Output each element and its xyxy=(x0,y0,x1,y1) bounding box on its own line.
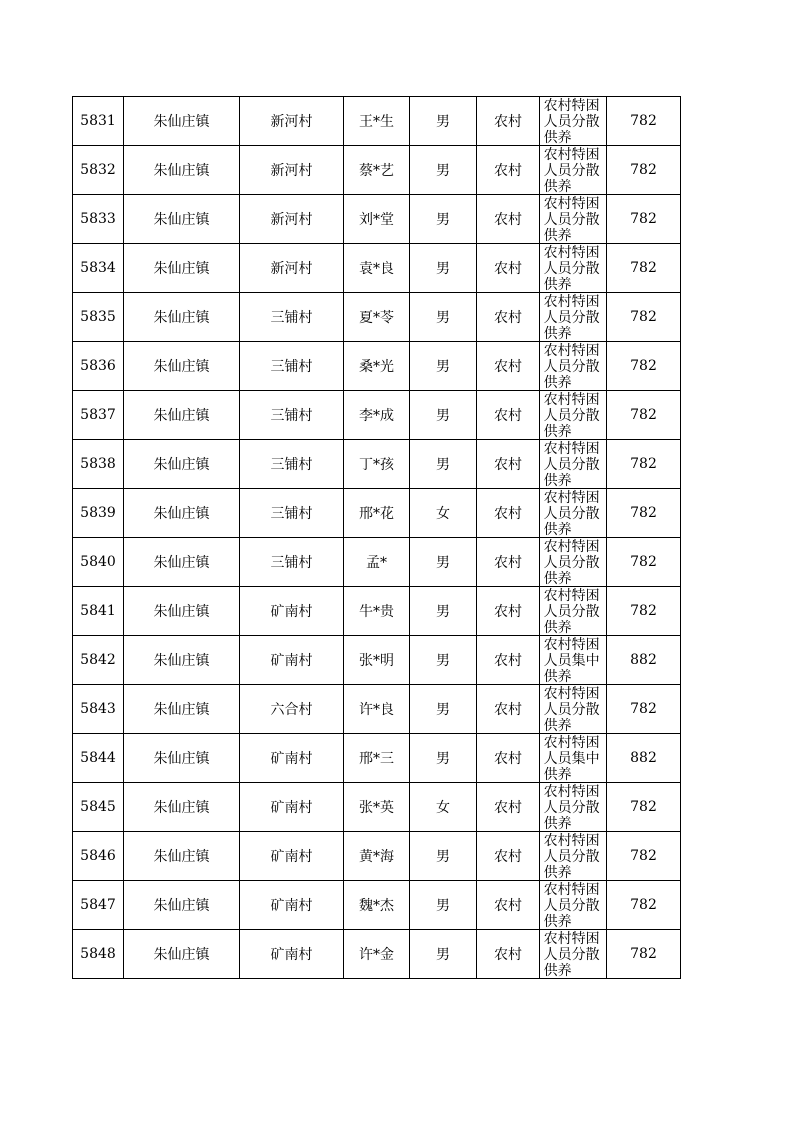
cell-serial-number: 5844 xyxy=(73,734,124,783)
cell-village: 三铺村 xyxy=(240,342,344,391)
cell-person-name: 许*良 xyxy=(344,685,410,734)
cell-village: 六合村 xyxy=(240,685,344,734)
cell-sex: 男 xyxy=(410,293,477,342)
cell-sex: 男 xyxy=(410,440,477,489)
cell-person-name: 丁*孩 xyxy=(344,440,410,489)
cell-serial-number: 5845 xyxy=(73,783,124,832)
cell-amount: 782 xyxy=(607,195,681,244)
table-row xyxy=(73,930,681,979)
cell-town: 朱仙庄镇 xyxy=(124,244,240,293)
cell-village: 新河村 xyxy=(240,97,344,146)
support-category-text: 农村特困人员分散供养 xyxy=(543,343,600,390)
cell-support-category xyxy=(540,636,607,685)
cell-sex: 男 xyxy=(410,342,477,391)
support-category-text: 农村特困人员分散供养 xyxy=(543,882,600,929)
cell-household-type: 农村 xyxy=(477,293,540,342)
cell-household-type: 农村 xyxy=(477,97,540,146)
table-row xyxy=(73,97,681,146)
cell-serial-number: 5833 xyxy=(73,195,124,244)
cell-household-type: 农村 xyxy=(477,832,540,881)
cell-sex: 男 xyxy=(410,832,477,881)
cell-amount: 782 xyxy=(607,685,681,734)
cell-support-category xyxy=(540,489,607,538)
cell-household-type: 农村 xyxy=(477,930,540,979)
cell-village: 矿南村 xyxy=(240,783,344,832)
cell-serial-number: 5831 xyxy=(73,97,124,146)
cell-support-category xyxy=(540,391,607,440)
cell-town: 朱仙庄镇 xyxy=(124,195,240,244)
cell-town: 朱仙庄镇 xyxy=(124,440,240,489)
cell-household-type: 农村 xyxy=(477,636,540,685)
cell-person-name: 李*成 xyxy=(344,391,410,440)
cell-support-category xyxy=(540,783,607,832)
cell-household-type: 农村 xyxy=(477,587,540,636)
cell-village: 三铺村 xyxy=(240,440,344,489)
cell-village: 矿南村 xyxy=(240,636,344,685)
cell-village: 新河村 xyxy=(240,244,344,293)
support-category-text: 农村特困人员分散供养 xyxy=(543,784,600,831)
cell-sex: 女 xyxy=(410,783,477,832)
cell-serial-number: 5834 xyxy=(73,244,124,293)
cell-amount: 782 xyxy=(607,881,681,930)
support-category-text: 农村特困人员分散供养 xyxy=(543,294,600,341)
cell-serial-number: 5841 xyxy=(73,587,124,636)
cell-amount: 782 xyxy=(607,489,681,538)
cell-household-type: 农村 xyxy=(477,538,540,587)
cell-village: 三铺村 xyxy=(240,489,344,538)
cell-sex: 男 xyxy=(410,195,477,244)
cell-support-category xyxy=(540,832,607,881)
cell-household-type: 农村 xyxy=(477,244,540,293)
cell-serial-number: 5842 xyxy=(73,636,124,685)
cell-town: 朱仙庄镇 xyxy=(124,538,240,587)
support-category-text: 农村特困人员分散供养 xyxy=(543,931,600,978)
cell-amount: 782 xyxy=(607,930,681,979)
cell-support-category xyxy=(540,538,607,587)
cell-town: 朱仙庄镇 xyxy=(124,685,240,734)
cell-town: 朱仙庄镇 xyxy=(124,783,240,832)
cell-town: 朱仙庄镇 xyxy=(124,636,240,685)
cell-household-type: 农村 xyxy=(477,195,540,244)
cell-amount: 882 xyxy=(607,636,681,685)
cell-person-name: 许*金 xyxy=(344,930,410,979)
cell-town: 朱仙庄镇 xyxy=(124,881,240,930)
cell-sex: 男 xyxy=(410,538,477,587)
table-row xyxy=(73,293,681,342)
cell-sex: 男 xyxy=(410,391,477,440)
cell-household-type: 农村 xyxy=(477,342,540,391)
cell-sex: 男 xyxy=(410,587,477,636)
support-category-text: 农村特困人员集中供养 xyxy=(543,735,600,782)
cell-support-category xyxy=(540,734,607,783)
cell-serial-number: 5847 xyxy=(73,881,124,930)
cell-person-name: 孟* xyxy=(344,538,410,587)
cell-amount: 782 xyxy=(607,97,681,146)
cell-support-category xyxy=(540,881,607,930)
cell-sex: 女 xyxy=(410,489,477,538)
cell-person-name: 邢*三 xyxy=(344,734,410,783)
cell-support-category xyxy=(540,685,607,734)
cell-serial-number: 5838 xyxy=(73,440,124,489)
cell-support-category xyxy=(540,293,607,342)
cell-sex: 男 xyxy=(410,636,477,685)
cell-sex: 男 xyxy=(410,244,477,293)
cell-town: 朱仙庄镇 xyxy=(124,293,240,342)
cell-household-type: 农村 xyxy=(477,881,540,930)
cell-amount: 782 xyxy=(607,832,681,881)
cell-serial-number: 5840 xyxy=(73,538,124,587)
support-category-text: 农村特困人员分散供养 xyxy=(543,686,600,733)
table-row xyxy=(73,391,681,440)
support-category-text: 农村特困人员分散供养 xyxy=(543,490,600,537)
cell-village: 三铺村 xyxy=(240,538,344,587)
cell-amount: 782 xyxy=(607,293,681,342)
cell-person-name: 桑*光 xyxy=(344,342,410,391)
table-body xyxy=(73,97,681,979)
cell-person-name: 邢*花 xyxy=(344,489,410,538)
cell-amount: 782 xyxy=(607,587,681,636)
cell-serial-number: 5837 xyxy=(73,391,124,440)
cell-village: 新河村 xyxy=(240,195,344,244)
support-category-text: 农村特困人员分散供养 xyxy=(543,833,600,880)
table-row xyxy=(73,587,681,636)
cell-support-category xyxy=(540,342,607,391)
cell-support-category xyxy=(540,587,607,636)
cell-town: 朱仙庄镇 xyxy=(124,391,240,440)
cell-sex: 男 xyxy=(410,881,477,930)
cell-serial-number: 5835 xyxy=(73,293,124,342)
cell-village: 矿南村 xyxy=(240,881,344,930)
cell-village: 三铺村 xyxy=(240,293,344,342)
cell-household-type: 农村 xyxy=(477,489,540,538)
support-category-text: 农村特困人员集中供养 xyxy=(543,637,600,684)
support-category-text: 农村特困人员分散供养 xyxy=(543,441,600,488)
cell-town: 朱仙庄镇 xyxy=(124,146,240,195)
table-row xyxy=(73,342,681,391)
support-category-text: 农村特困人员分散供养 xyxy=(543,98,600,145)
support-category-text: 农村特困人员分散供养 xyxy=(543,539,600,586)
cell-person-name: 牛*贵 xyxy=(344,587,410,636)
cell-amount: 782 xyxy=(607,538,681,587)
cell-village: 新河村 xyxy=(240,146,344,195)
cell-town: 朱仙庄镇 xyxy=(124,489,240,538)
cell-household-type: 农村 xyxy=(477,146,540,195)
table-row xyxy=(73,489,681,538)
cell-town: 朱仙庄镇 xyxy=(124,734,240,783)
cell-amount: 782 xyxy=(607,244,681,293)
table-row xyxy=(73,146,681,195)
cell-support-category xyxy=(540,97,607,146)
cell-serial-number: 5832 xyxy=(73,146,124,195)
cell-serial-number: 5836 xyxy=(73,342,124,391)
support-category-text: 农村特困人员分散供养 xyxy=(543,196,600,243)
table-row xyxy=(73,832,681,881)
support-category-text: 农村特困人员分散供养 xyxy=(543,147,600,194)
cell-support-category xyxy=(540,244,607,293)
relief-roster-table xyxy=(72,96,681,979)
cell-amount: 882 xyxy=(607,734,681,783)
cell-amount: 782 xyxy=(607,146,681,195)
cell-household-type: 农村 xyxy=(477,734,540,783)
cell-serial-number: 5848 xyxy=(73,930,124,979)
cell-household-type: 农村 xyxy=(477,440,540,489)
support-category-text: 农村特困人员分散供养 xyxy=(543,392,600,439)
table-row xyxy=(73,440,681,489)
cell-serial-number: 5839 xyxy=(73,489,124,538)
support-category-text: 农村特困人员分散供养 xyxy=(543,245,600,292)
support-category-text: 农村特困人员分散供养 xyxy=(543,588,600,635)
cell-support-category xyxy=(540,440,607,489)
cell-village: 矿南村 xyxy=(240,734,344,783)
cell-sex: 男 xyxy=(410,930,477,979)
cell-village: 矿南村 xyxy=(240,587,344,636)
cell-household-type: 农村 xyxy=(477,685,540,734)
table-row xyxy=(73,783,681,832)
cell-village: 矿南村 xyxy=(240,930,344,979)
cell-support-category xyxy=(540,195,607,244)
cell-village: 矿南村 xyxy=(240,832,344,881)
table-row xyxy=(73,244,681,293)
cell-town: 朱仙庄镇 xyxy=(124,342,240,391)
table-row xyxy=(73,538,681,587)
cell-town: 朱仙庄镇 xyxy=(124,832,240,881)
cell-sex: 男 xyxy=(410,734,477,783)
cell-serial-number: 5846 xyxy=(73,832,124,881)
cell-amount: 782 xyxy=(607,440,681,489)
cell-person-name: 夏*苓 xyxy=(344,293,410,342)
cell-person-name: 袁*良 xyxy=(344,244,410,293)
cell-household-type: 农村 xyxy=(477,783,540,832)
cell-sex: 男 xyxy=(410,685,477,734)
cell-amount: 782 xyxy=(607,783,681,832)
cell-sex: 男 xyxy=(410,97,477,146)
cell-person-name: 王*生 xyxy=(344,97,410,146)
cell-support-category xyxy=(540,146,607,195)
table-row xyxy=(73,881,681,930)
cell-serial-number: 5843 xyxy=(73,685,124,734)
cell-support-category xyxy=(540,930,607,979)
cell-person-name: 黄*海 xyxy=(344,832,410,881)
cell-person-name: 蔡*艺 xyxy=(344,146,410,195)
cell-amount: 782 xyxy=(607,342,681,391)
table-row xyxy=(73,636,681,685)
cell-person-name: 刘*堂 xyxy=(344,195,410,244)
cell-village: 三铺村 xyxy=(240,391,344,440)
table-row xyxy=(73,685,681,734)
cell-amount: 782 xyxy=(607,391,681,440)
cell-person-name: 张*明 xyxy=(344,636,410,685)
cell-town: 朱仙庄镇 xyxy=(124,930,240,979)
cell-person-name: 张*英 xyxy=(344,783,410,832)
cell-person-name: 魏*杰 xyxy=(344,881,410,930)
cell-town: 朱仙庄镇 xyxy=(124,587,240,636)
cell-household-type: 农村 xyxy=(477,391,540,440)
cell-sex: 男 xyxy=(410,146,477,195)
table-row xyxy=(73,195,681,244)
table-row xyxy=(73,734,681,783)
cell-town: 朱仙庄镇 xyxy=(124,97,240,146)
